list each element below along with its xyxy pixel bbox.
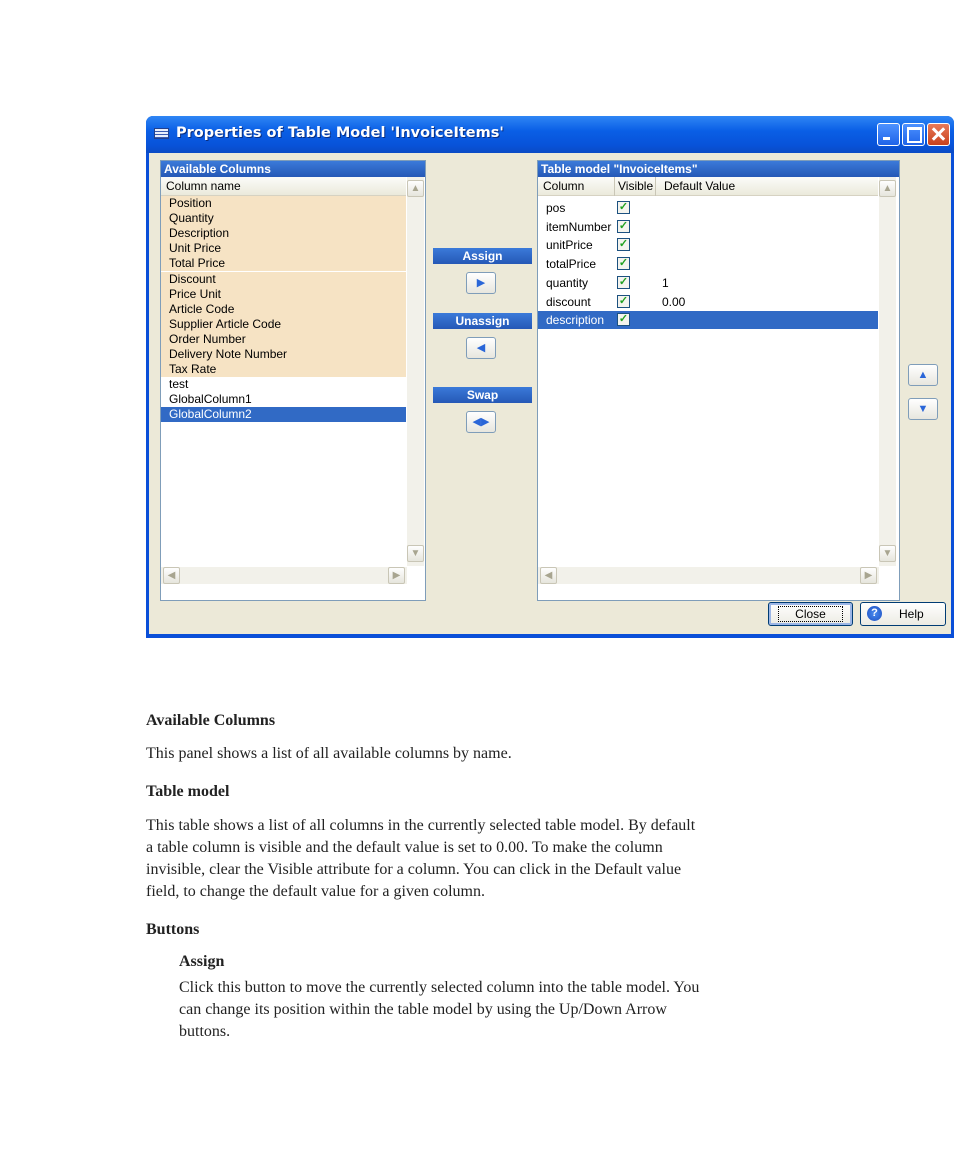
scroll-up-icon[interactable]: ▲ [407, 180, 424, 197]
paragraph-line: This table shows a list of all columns in the currently selected table model. By default [146, 817, 696, 834]
help-button-label: Help [899, 607, 924, 621]
available-column-label: GlobalColumn2 [169, 407, 252, 422]
minimize-button[interactable] [877, 123, 900, 146]
table-model-horizontal-scrollbar[interactable] [538, 567, 879, 584]
available-column-label: Order Number [169, 331, 246, 346]
close-button[interactable] [768, 602, 853, 626]
unassign-label: Unassign [433, 313, 532, 329]
visible-checkbox[interactable]: ✓ [618, 219, 629, 232]
row-column-name: itemNumber [546, 219, 612, 234]
table-model-row[interactable] [538, 255, 878, 273]
column-header[interactable]: Column [543, 179, 585, 193]
visible-checkbox[interactable]: ✓ [618, 238, 629, 251]
available-column-label: Unit Price [169, 241, 222, 256]
table-model-list [538, 196, 878, 566]
available-column-label: Delivery Note Number [169, 347, 288, 361]
available-column-label: Position [169, 196, 212, 210]
row-column-name: description [546, 313, 605, 328]
row-default-value[interactable]: 0.00 [662, 294, 686, 309]
row-default-value[interactable]: 1 [662, 275, 669, 290]
paragraph-line: a table column is visible and the default value is set to 0.00. To make the column [146, 839, 663, 856]
scroll-right-icon[interactable]: ▶ [860, 567, 877, 584]
available-column-item[interactable] [161, 407, 406, 422]
move-up-button[interactable] [908, 364, 938, 386]
table-model-header: Table model "InvoiceItems" [538, 161, 899, 177]
available-column-item[interactable] [161, 317, 406, 332]
available-column-item[interactable] [161, 377, 406, 392]
help-button[interactable] [860, 602, 946, 626]
scroll-right-icon[interactable]: ▶ [388, 567, 405, 584]
available-columns-list [161, 196, 406, 566]
available-column-item[interactable] [161, 362, 406, 377]
available-column-label: Tax Rate [169, 362, 217, 377]
available-column-item[interactable] [161, 287, 406, 302]
visible-header[interactable]: Visible [614, 177, 653, 196]
title-bar[interactable] [146, 116, 954, 153]
move-down-button[interactable] [908, 398, 938, 420]
properties-dialog [146, 116, 954, 638]
heading-assign: Assign [179, 953, 225, 970]
available-column-label: test [169, 377, 189, 392]
table-model-row[interactable] [538, 218, 878, 236]
arrow-right-icon: ▶ [476, 277, 486, 289]
arrow-up-icon: ▲ [917, 369, 929, 381]
visible-checkbox[interactable]: ✓ [618, 294, 629, 307]
close-window-button[interactable] [927, 123, 950, 146]
table-model-row[interactable] [538, 236, 878, 254]
available-column-item[interactable] [161, 392, 406, 407]
paragraph-line: field, to change the default value for a given column. [146, 883, 485, 900]
maximize-button[interactable] [902, 123, 925, 146]
arrow-down-icon: ▼ [917, 403, 929, 415]
scroll-down-icon[interactable]: ▼ [879, 545, 896, 562]
visible-checkbox[interactable]: ✓ [618, 275, 629, 288]
arrow-left-icon: ◀ [476, 342, 486, 354]
paragraph-assign [179, 977, 699, 1043]
available-column-label: Quantity [169, 211, 214, 226]
available-column-item[interactable] [161, 347, 406, 362]
assign-label: Assign [433, 248, 532, 264]
available-column-item[interactable] [161, 332, 406, 347]
column-header-row [538, 177, 878, 196]
visible-checkbox[interactable]: ✓ [618, 257, 629, 270]
heading-table-model: Table model [146, 783, 230, 800]
row-column-name: unitPrice [546, 238, 593, 253]
row-column-name: pos [546, 201, 566, 215]
available-column-item[interactable] [161, 196, 406, 211]
available-columns-header: Available Columns [161, 161, 425, 177]
table-model-panel [537, 160, 900, 601]
row-column-name: totalPrice [546, 257, 597, 272]
available-column-label: Article Code [169, 301, 235, 316]
paragraph-line: Click this button to move the currently selected column into the table model. You [179, 979, 700, 996]
available-column-item[interactable] [161, 241, 406, 256]
scroll-left-icon[interactable]: ◀ [163, 567, 180, 584]
scroll-up-icon[interactable]: ▲ [879, 180, 896, 197]
heading-buttons: Buttons [146, 921, 200, 938]
paragraph-line: invisible, clear the Visible attribute for a column. You can click in the Default value [146, 861, 682, 878]
help-icon: ? [867, 606, 882, 621]
column-name-header[interactable] [161, 177, 406, 196]
dialog-client [149, 153, 951, 634]
default-value-header[interactable]: Default Value [655, 177, 735, 196]
close-button-label: Close [778, 606, 843, 622]
available-vertical-scrollbar[interactable] [407, 177, 424, 566]
table-model-row[interactable] [538, 293, 878, 311]
swap-button[interactable] [466, 411, 496, 433]
window-title: Properties of Table Model 'InvoiceItems' [176, 125, 504, 141]
scroll-down-icon[interactable]: ▼ [407, 545, 424, 562]
swap-arrows-icon: ◀▶ [472, 416, 490, 428]
visible-checkbox[interactable]: ✓ [618, 313, 629, 326]
available-horizontal-scrollbar[interactable] [161, 567, 407, 584]
paragraph-table-model [146, 815, 695, 903]
visible-checkbox[interactable]: ✓ [618, 201, 629, 213]
assign-button[interactable] [466, 272, 496, 294]
row-column-name: discount [546, 294, 591, 309]
available-column-label: Discount [169, 271, 216, 286]
available-column-label: GlobalColumn1 [169, 392, 252, 407]
table-model-row[interactable] [538, 199, 878, 217]
available-column-item[interactable] [161, 302, 406, 317]
available-column-item[interactable] [161, 256, 406, 271]
unassign-button[interactable] [466, 337, 496, 359]
table-model-row[interactable] [538, 311, 878, 329]
paragraph-line: buttons. [179, 1023, 231, 1040]
paragraph-line: can change its position within the table model by using the Up/Down Arrow [179, 1001, 667, 1018]
paragraph-available-columns: This panel shows a list of all available columns by name. [146, 745, 512, 762]
available-column-item[interactable] [161, 211, 406, 226]
available-column-label: Price Unit [169, 286, 222, 301]
available-column-label: Supplier Article Code [169, 316, 282, 331]
available-column-item[interactable] [161, 226, 406, 241]
available-column-label: Description [169, 226, 230, 241]
swap-label: Swap [433, 387, 532, 403]
row-column-name: quantity [546, 275, 589, 290]
scroll-left-icon[interactable]: ◀ [540, 567, 557, 584]
table-icon [154, 128, 169, 139]
available-column-label: Total Price [169, 256, 226, 271]
available-column-item[interactable] [161, 272, 406, 287]
available-columns-panel [160, 160, 426, 601]
column-name-header-label: Column name [166, 179, 241, 193]
heading-available-columns: Available Columns [146, 712, 276, 729]
table-model-row[interactable] [538, 274, 878, 292]
table-model-vertical-scrollbar[interactable] [879, 177, 896, 566]
